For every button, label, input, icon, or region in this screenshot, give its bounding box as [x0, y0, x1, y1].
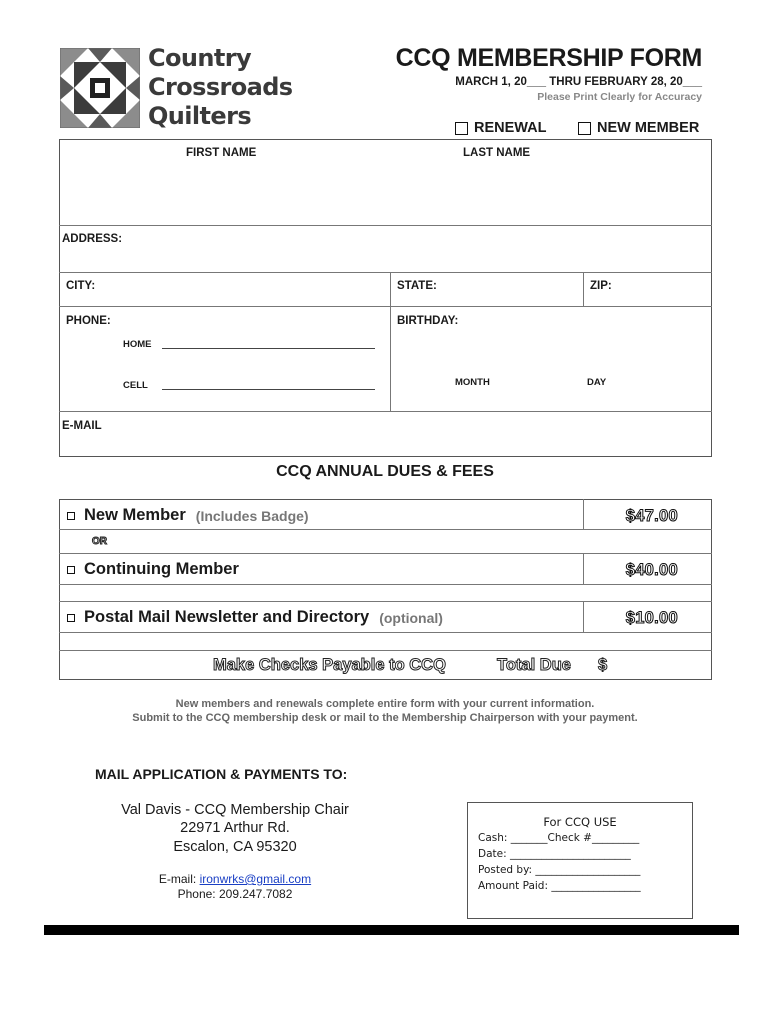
ccq-logo-icon — [60, 48, 140, 128]
office-posted-line: Posted by: ____________________ — [478, 864, 641, 876]
logo-line-2: Crossroads — [148, 73, 293, 101]
checks-payable-note: Make Checks Payable to CCQ — [213, 656, 446, 674]
divider — [59, 584, 712, 585]
divider — [390, 272, 391, 411]
divider — [59, 529, 712, 530]
email-label: E-mail: — [158, 872, 200, 886]
renewal-option[interactable] — [455, 120, 547, 136]
membership-period: MARCH 1, 20___ THRU FEBRUARY 28, 20___ — [455, 76, 702, 88]
divider — [59, 601, 712, 602]
office-cash-check-line: Cash: _______Check #_________ — [478, 832, 640, 844]
logo-line-3: Quilters — [148, 102, 252, 130]
instructions-line-2: Submit to the CCQ membership desk or mail to the Membership Chairperson with your payment. — [132, 712, 638, 724]
dues-table — [59, 499, 712, 680]
renewal-label: RENEWAL — [474, 120, 547, 136]
new-member-label: NEW MEMBER — [597, 120, 700, 136]
home-phone-field[interactable] — [162, 348, 375, 349]
postal-newsletter-checkbox[interactable] — [67, 614, 75, 622]
postal-newsletter-label: Postal Mail Newsletter and Directory — [84, 608, 370, 626]
email-field[interactable]: E-MAIL — [62, 420, 102, 432]
divider — [59, 225, 712, 226]
divider — [59, 650, 712, 651]
footer-bar — [44, 925, 739, 935]
home-phone-label: HOME — [123, 339, 152, 350]
zip-field[interactable]: ZIP: — [590, 280, 612, 292]
new-member-price: $47.00 — [625, 507, 678, 525]
continuing-member-option[interactable] — [67, 560, 239, 579]
divider — [59, 272, 712, 273]
state-field[interactable]: STATE: — [397, 280, 437, 292]
continuing-member-label: Continuing Member — [84, 560, 239, 578]
logo-line-1: Country — [148, 44, 252, 72]
divider — [59, 306, 712, 307]
phone-label: PHONE: — [66, 315, 111, 327]
cell-phone-field[interactable] — [162, 389, 375, 390]
divider — [583, 553, 584, 584]
total-due-label: Total Due — [497, 656, 571, 674]
divider — [59, 632, 712, 633]
chair-email-link[interactable]: ironwrks@gmail.com — [199, 872, 312, 886]
new-member-dues-checkbox[interactable] — [67, 512, 75, 520]
divider — [583, 272, 584, 306]
new-member-option[interactable] — [578, 120, 699, 136]
continuing-member-checkbox[interactable] — [67, 566, 75, 574]
dues-section-title: CCQ ANNUAL DUES & FEES — [276, 463, 494, 480]
cell-phone-label: CELL — [123, 380, 148, 391]
print-note: Please Print Clearly for Accuracy — [537, 91, 702, 103]
city-field[interactable]: CITY: — [66, 280, 96, 292]
office-date-line: Date: _______________________ — [478, 848, 631, 860]
chair-city: Escalon, CA 95320 — [173, 839, 297, 855]
postal-newsletter-note: (optional) — [379, 609, 443, 626]
postal-newsletter-option[interactable] — [67, 608, 443, 627]
chair-name: Val Davis - CCQ Membership Chair — [121, 802, 349, 818]
address-field[interactable]: ADDRESS: — [62, 233, 123, 245]
renewal-checkbox[interactable] — [455, 122, 468, 135]
new-member-dues-label: New Member — [84, 506, 186, 524]
last-name-field[interactable]: LAST NAME — [463, 147, 531, 159]
divider — [59, 411, 712, 412]
total-due-field[interactable]: $ — [598, 656, 608, 674]
chair-phone: Phone: 209.247.7082 — [177, 887, 293, 901]
first-name-field[interactable]: FIRST NAME — [186, 147, 257, 159]
new-member-checkbox[interactable] — [578, 122, 591, 135]
new-member-dues-note: (Includes Badge) — [195, 507, 309, 524]
continuing-member-price: $40.00 — [625, 561, 678, 579]
office-use-box — [467, 802, 693, 919]
new-member-dues-option[interactable] — [67, 506, 309, 525]
office-amount-line: Amount Paid: _________________ — [478, 880, 641, 892]
form-title: CCQ MEMBERSHIP FORM — [395, 44, 702, 72]
postal-newsletter-price: $10.00 — [625, 609, 678, 627]
birthday-label: BIRTHDAY: — [397, 315, 459, 327]
logo-wordmark — [148, 44, 293, 131]
chair-street: 22971 Arthur Rd. — [180, 820, 290, 836]
mail-heading: MAIL APPLICATION & PAYMENTS TO: — [95, 766, 348, 782]
divider — [583, 499, 584, 529]
birthday-month-field[interactable]: MONTH — [455, 377, 490, 388]
or-label: OR — [92, 536, 107, 547]
birthday-day-field[interactable]: DAY — [587, 377, 607, 388]
office-use-title: For CCQ USE — [543, 815, 617, 829]
chair-email-line — [100, 872, 370, 887]
member-info-table — [59, 139, 712, 457]
divider — [583, 601, 584, 632]
instructions-line-1: New members and renewals complete entire form with your current information. — [175, 698, 595, 710]
divider — [59, 553, 712, 554]
